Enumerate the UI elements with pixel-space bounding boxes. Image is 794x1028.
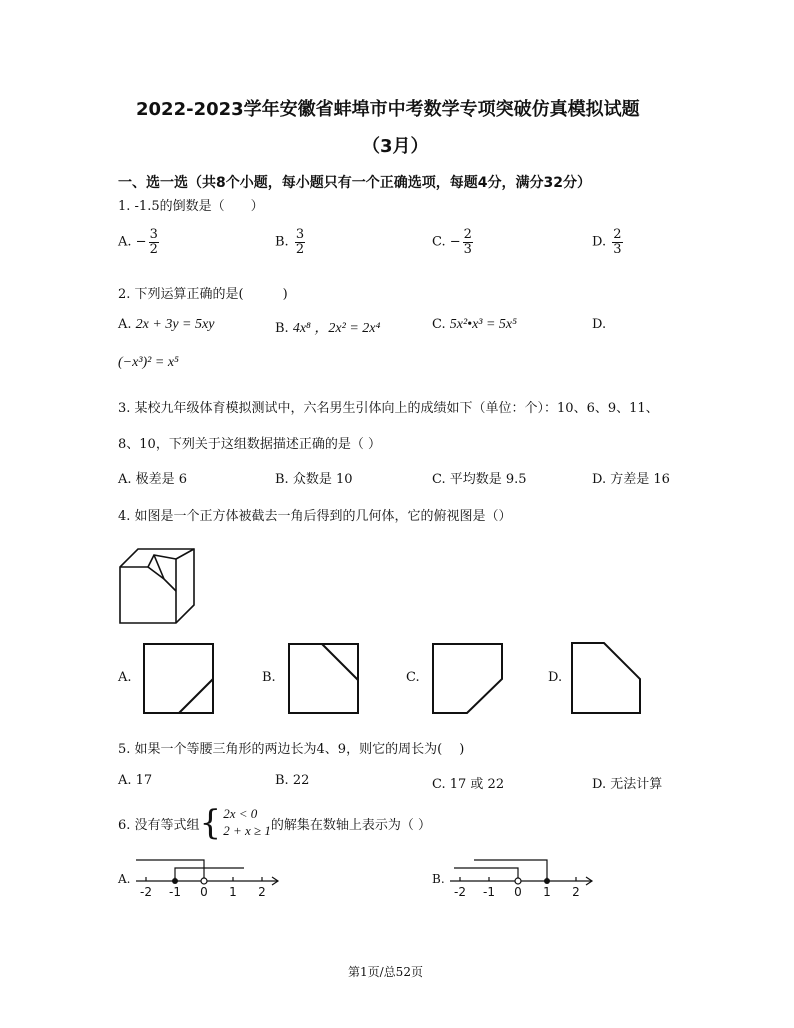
- q4-option-d-label[interactable]: D.: [548, 670, 563, 685]
- q2-option-d-expr[interactable]: (−x³)² = x⁵: [118, 355, 179, 370]
- tick-label: 2: [258, 885, 266, 899]
- section-header: 一、选一选（共8个小题，每小题只有一个正确选项，每题4分，满分32分）: [118, 175, 591, 191]
- tick-label: -2: [454, 885, 466, 899]
- q2-option-b[interactable]: B. 4x⁸ ，2x² = 2x⁴: [275, 321, 381, 336]
- q4-option-d-figure[interactable]: [570, 641, 644, 715]
- q1-stem: 1. -1.5的倒数是（ ）: [118, 199, 264, 214]
- q1-option-b[interactable]: B. $\frac{3}{2}$: [275, 227, 305, 257]
- page-footer: 第1页/总52页: [348, 965, 423, 979]
- q4-option-b-label[interactable]: B.: [262, 670, 276, 685]
- tick-label: 2: [572, 885, 580, 899]
- q5-stem: 5. 如果一个等腰三角形的两边长为4、9，则它的周长为( ): [118, 742, 465, 757]
- q4-option-b-figure[interactable]: [288, 643, 360, 715]
- q1-option-a[interactable]: A. − $\frac{3}{2}$: [118, 227, 158, 257]
- q2-option-d-label[interactable]: D.: [592, 317, 607, 332]
- tick-label: 1: [543, 885, 551, 899]
- q3-option-b[interactable]: B. 众数是 10: [275, 472, 353, 487]
- q5-option-a[interactable]: A. 17: [118, 773, 153, 788]
- q4-option-c-figure[interactable]: [432, 643, 504, 715]
- q4-option-c-label[interactable]: C.: [406, 670, 420, 685]
- q2-option-a[interactable]: A. 2x + 3y = 5xy: [118, 317, 215, 332]
- q1-option-d[interactable]: D. $\frac{2}{3}$: [592, 227, 622, 257]
- q6-stem: 6. 没有等式组 { 2x < 0 2 + x ≥ 1 的解集在数轴上表示为（ ）: [118, 803, 432, 843]
- q3-option-c[interactable]: C. 平均数是 9.5: [432, 472, 527, 487]
- q3-option-d[interactable]: D. 方差是 16: [592, 472, 670, 487]
- cube-figure: [118, 545, 198, 625]
- q4-option-a-figure[interactable]: [143, 643, 215, 715]
- tick-label: 0: [200, 885, 208, 899]
- q2-stem: 2. 下列运算正确的是( ): [118, 287, 288, 302]
- tick-label: 0: [514, 885, 522, 899]
- q6-option-a-label[interactable]: A.: [118, 872, 131, 886]
- q5-option-d[interactable]: D. 无法计算: [592, 777, 663, 792]
- q5-option-c[interactable]: C. 17 或 22: [432, 777, 505, 792]
- tick-label: -1: [483, 885, 495, 899]
- q2-option-c[interactable]: C. 5x²•x³ = 5x⁵: [432, 317, 518, 332]
- page-subtitle: （3月）: [362, 136, 429, 157]
- q3-stem-line2: 8、10，下列关于这组数据描述正确的是（ ）: [118, 437, 381, 452]
- q4-option-a-label[interactable]: A.: [118, 670, 132, 685]
- page-title: 2022-2023学年安徽省蚌埠市中考数学专项突破仿真模拟试题: [136, 99, 640, 120]
- tick-label: -1: [169, 885, 181, 899]
- tick-label: 1: [229, 885, 237, 899]
- q3-option-a[interactable]: A. 极差是 6: [118, 472, 188, 487]
- q5-option-b[interactable]: B. 22: [275, 773, 310, 788]
- q6-option-b-numberline[interactable]: [446, 855, 598, 900]
- q6-option-b-label[interactable]: B.: [432, 872, 445, 886]
- q6-option-a-numberline[interactable]: [132, 855, 284, 900]
- q4-stem: 4. 如图是一个正方体被截去一角后得到的几何体，它的俯视图是（）: [118, 509, 512, 524]
- q1-option-c[interactable]: C. − $\frac{2}{3}$: [432, 227, 472, 257]
- tick-label: -2: [140, 885, 152, 899]
- inequality-system: { 2x < 0 2 + x ≥ 1: [199, 803, 271, 843]
- q3-stem-line1: 3. 某校九年级体育模拟测试中，六名男生引体向上的成绩如下（单位：个）：10、6、9、11、: [118, 401, 659, 416]
